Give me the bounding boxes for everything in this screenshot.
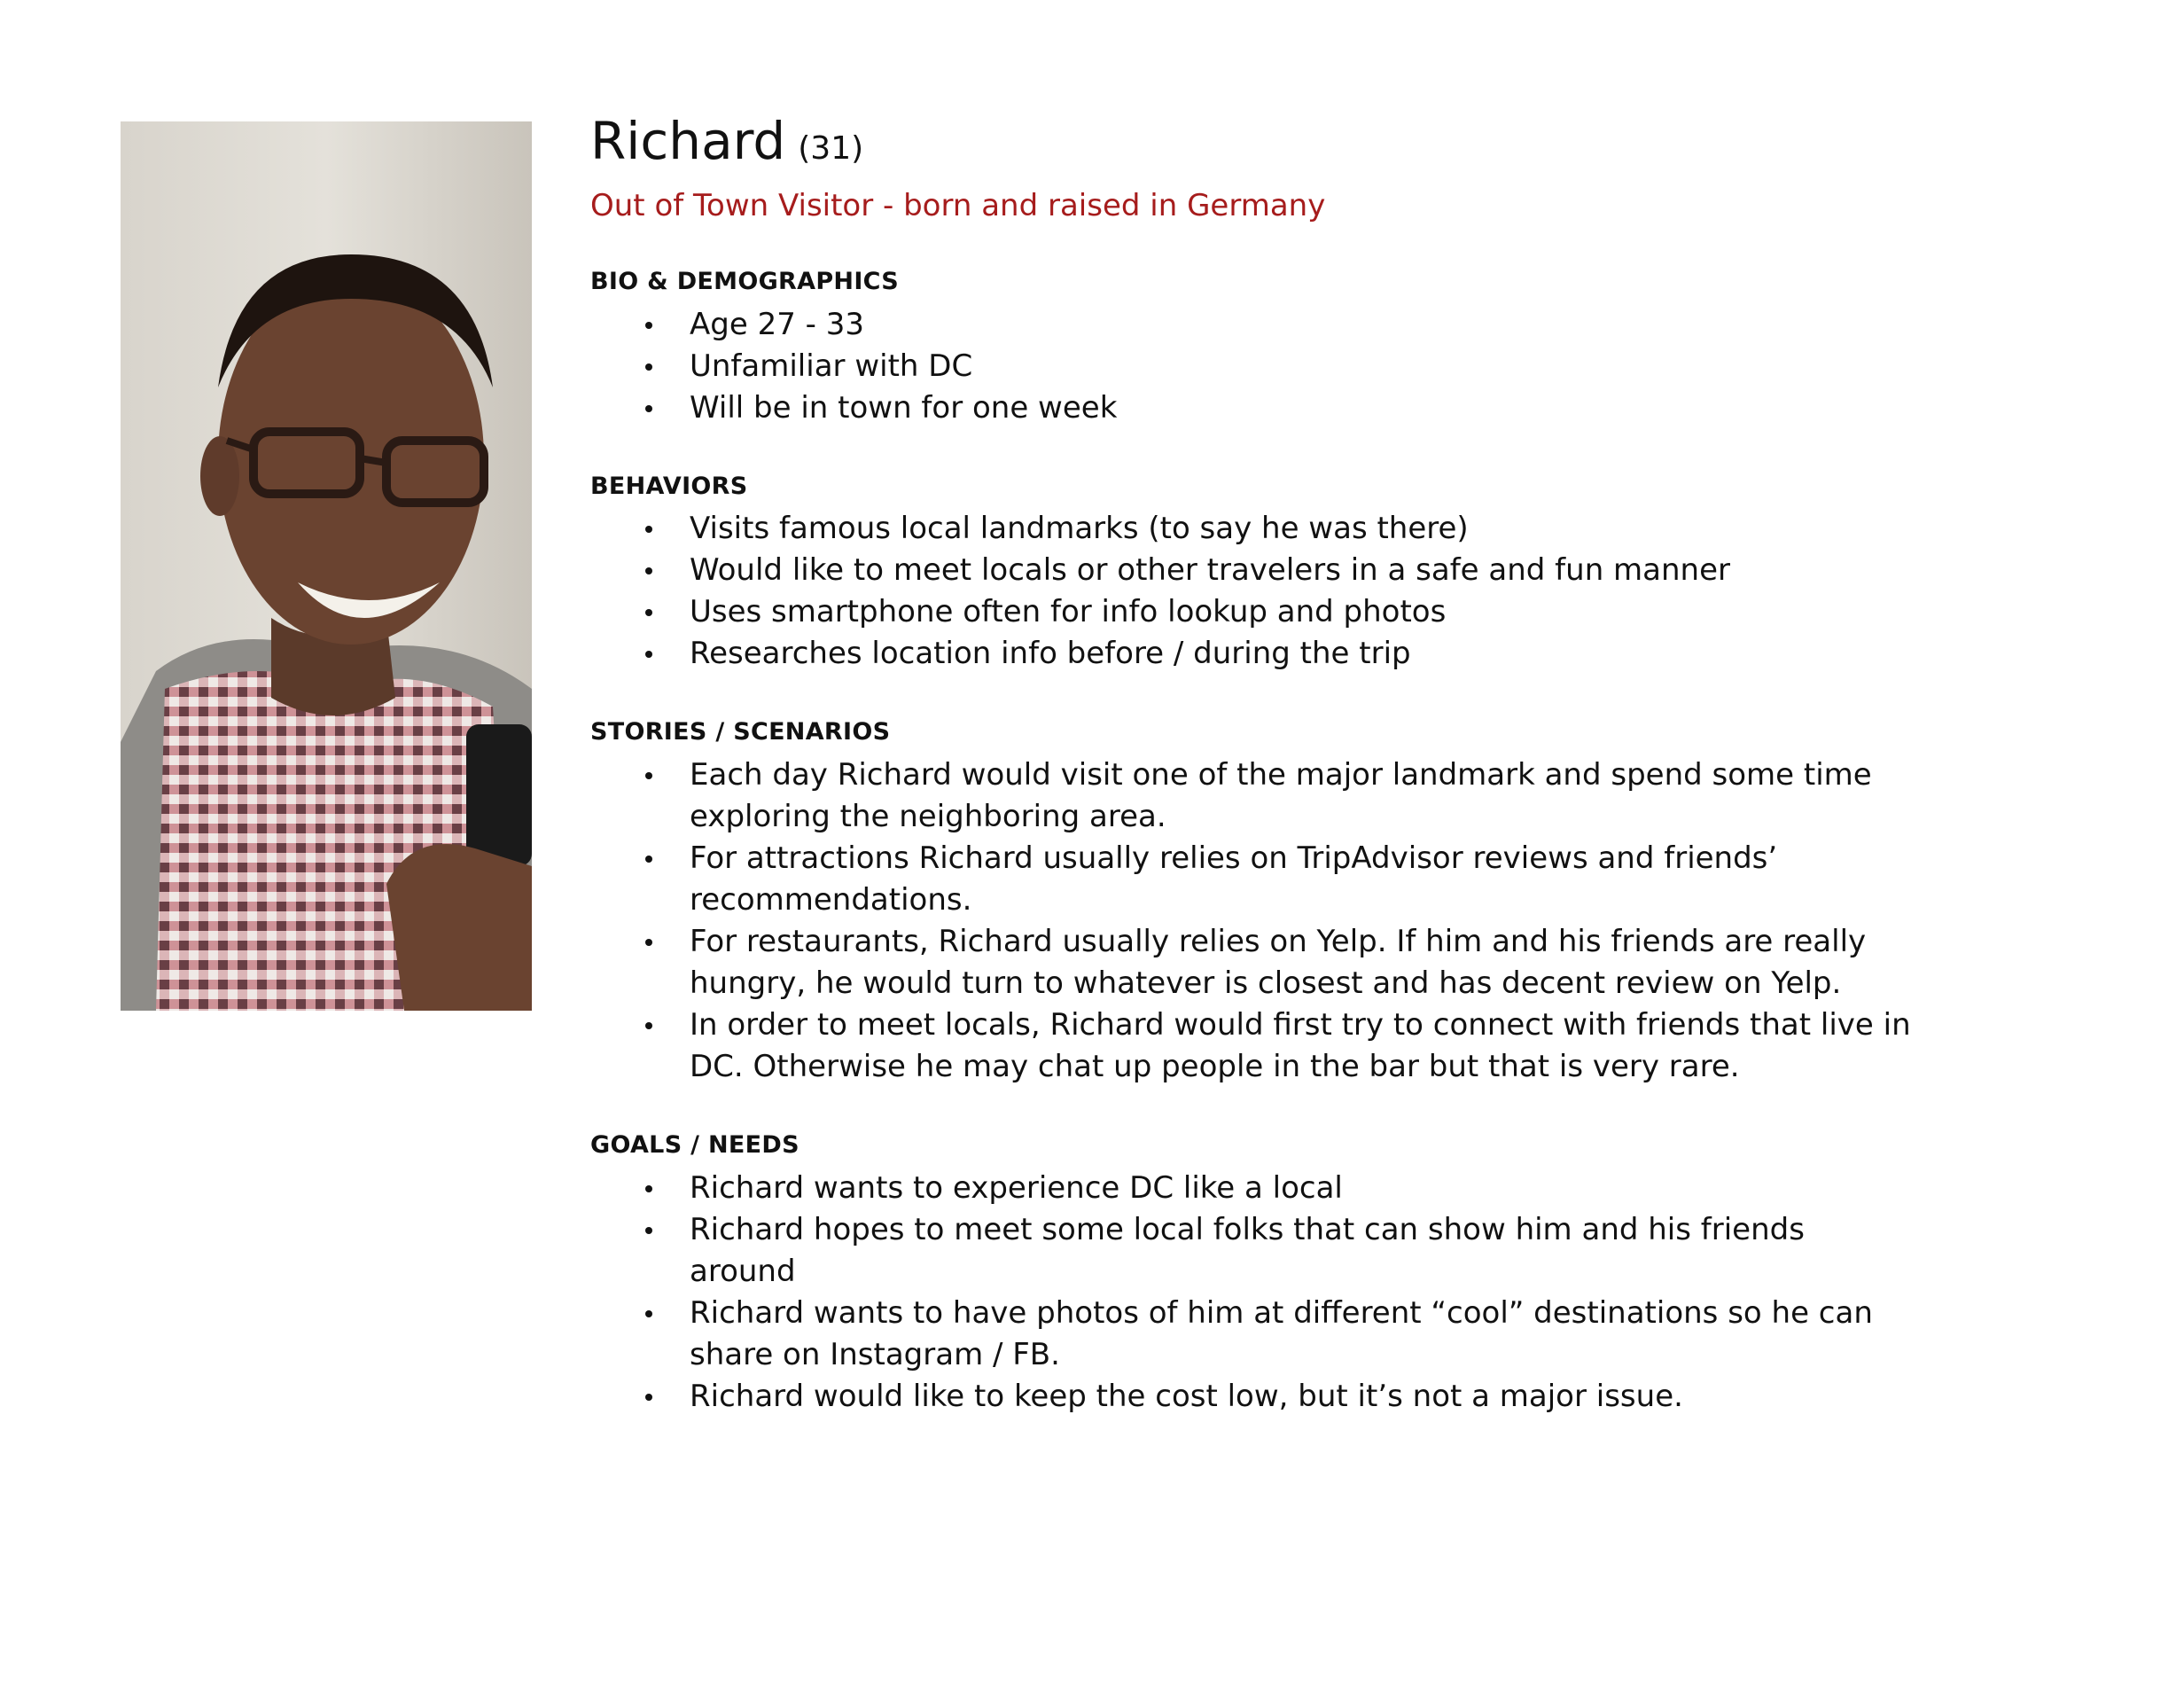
bullet-icon <box>645 1394 652 1401</box>
section-title: STORIES / SCENARIOS <box>590 718 891 746</box>
section-bio-demographics <box>590 267 1920 429</box>
bullet-icon <box>645 1310 652 1317</box>
list-item-text: In order to meet locals, Richard would first try to connect with friends that live in DC. Otherwise he may chat up people in the bar but that is very rare. <box>690 1007 1911 1085</box>
list-item <box>590 550 1920 591</box>
list-item <box>590 838 1920 921</box>
bullet-icon <box>645 1022 652 1029</box>
persona-details <box>590 111 1920 1418</box>
list-item-text: Each day Richard would visit one of the major landmark and spend some time exploring the neighboring area. <box>690 757 1872 835</box>
bullet-icon <box>645 651 652 658</box>
bullet-icon <box>645 772 652 779</box>
list-item-text: Richard wants to experience DC like a local <box>690 1169 1343 1206</box>
bullet-list <box>590 304 1920 429</box>
section-title: GOALS / NEEDS <box>590 1131 800 1160</box>
persona-age: (31) <box>798 130 864 167</box>
persona-header <box>590 111 1920 184</box>
list-item <box>590 346 1920 387</box>
section-behaviors <box>590 472 1920 676</box>
list-item <box>590 591 1920 633</box>
list-item <box>590 1209 1920 1293</box>
bullet-icon <box>645 1227 652 1234</box>
bullet-icon <box>645 567 652 574</box>
list-item <box>590 1004 1920 1088</box>
bullet-icon <box>645 405 652 412</box>
bullet-list <box>590 754 1920 1088</box>
bullet-list <box>590 508 1920 675</box>
list-item-text: Richard hopes to meet some local folks that can show him and his friends around <box>690 1211 1805 1289</box>
section-goals-needs <box>590 1130 1920 1418</box>
persona-name: Richard <box>590 111 786 171</box>
bullet-icon <box>645 322 652 329</box>
list-item-text: For attractions Richard usually relies on TripAdvisor reviews and friends’ recommendations. <box>690 840 1778 918</box>
list-item <box>590 304 1920 346</box>
persona-photo <box>121 121 532 1011</box>
list-item <box>590 1293 1920 1376</box>
bullet-icon <box>645 363 652 371</box>
list-item-text: Richard wants to have photos of him at different “cool” destinations so he can share on Instagram / FB. <box>690 1294 1873 1372</box>
list-item <box>590 387 1920 429</box>
bullet-icon <box>645 856 652 863</box>
list-item-text: For restaurants, Richard usually relies on Yelp. If him and his friends are really hungry, he would turn to whatever is closest and has decent review on Yelp. <box>690 924 1867 1002</box>
list-item-text: Will be in town for one week <box>690 389 1118 426</box>
persona-subtitle: Out of Town Visitor - born and raised in Germany <box>590 188 1326 223</box>
list-item-text: Researches location info before / during the trip <box>690 636 1411 672</box>
list-item-text: Age 27 - 33 <box>690 306 864 342</box>
bullet-icon <box>645 526 652 533</box>
list-item <box>590 921 1920 1004</box>
list-item-text: Unfamiliar with DC <box>690 348 973 384</box>
list-item-text: Visits famous local landmarks (to say he was there) <box>690 511 1469 547</box>
list-item <box>590 754 1920 838</box>
bullet-list <box>590 1168 1920 1418</box>
bullet-icon <box>645 939 652 946</box>
list-item <box>590 1168 1920 1209</box>
list-item <box>590 1376 1920 1418</box>
list-item <box>590 633 1920 675</box>
persona-photo-illustration <box>121 121 532 1011</box>
list-item-text: Richard would like to keep the cost low, but it’s not a major issue. <box>690 1378 1683 1414</box>
bullet-icon <box>645 1185 652 1192</box>
section-stories-scenarios <box>590 717 1920 1088</box>
list-item-text: Uses smartphone often for info lookup and photos <box>690 594 1447 630</box>
section-title: BEHAVIORS <box>590 472 748 500</box>
list-item-text: Would like to meet locals or other travelers in a safe and fun manner <box>690 552 1730 589</box>
list-item <box>590 508 1920 550</box>
section-title: BIO & DEMOGRAPHICS <box>590 267 900 295</box>
bullet-icon <box>645 609 652 616</box>
